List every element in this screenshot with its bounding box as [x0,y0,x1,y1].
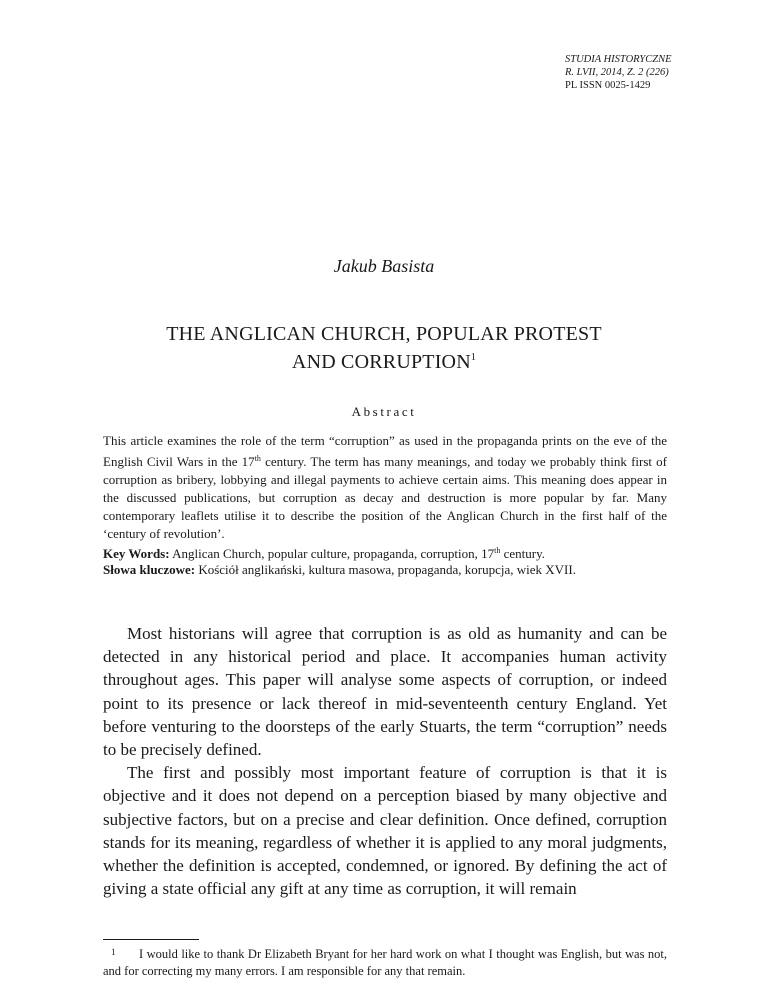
keywords-polish [103,561,667,579]
abstract-heading: Abstract [351,404,417,419]
keywords-pl-label: Słowa kluczowe: [103,562,196,577]
footnote-text: I would like to thank Dr Elizabeth Bryant for her hard work on what I thought was English, but was not, and for correcting my many errors. I am responsible for any that remain. [103,947,667,978]
article-title [0,322,768,374]
title-line-1: THE ANGLICAN CHURCH, POPULAR PROTEST [166,323,602,345]
author-name: Jakub Basista [333,256,435,276]
journal-header [565,53,672,92]
title-line-2 [0,346,768,374]
footnote-number: 1 [111,947,116,957]
keywords-text-b: century. [500,546,546,561]
body-paragraph-1: Most historians will agree that corruption is as old as humanity and can be detected in any historical period and place. It accompanies human activity throughout ages. This paper will analyse some aspects of corruption, or indeed point to its presence or lack thereof in mid-seventeenth century England. Yet before venturing to the doorsteps of the early Stuarts, the term “corruption” needs to be precisely defined. [103,624,667,760]
keywords-pl-text: Kościół anglikański, kultura masowa, propaganda, korupcja, wiek XVII. [195,562,576,577]
title-line-2-text: AND CORRUPTION [291,351,471,373]
title-footnote-mark: 1 [470,352,477,363]
journal-volume: R. LVII, 2014, Z. 2 (226) [565,67,669,78]
keywords-sup: th [494,546,501,555]
footnote [103,944,667,980]
journal-name: STUDIA HISTORYCZNE [565,54,672,65]
keywords-label: Key Words: [103,546,170,561]
body-paragraph-2: The first and possibly most important feature of corruption is that it is objective and it does not depend on a perception biased by many objective and subjective factors, but on a precise and clear definition. Once defined, corruption stands for its meaning, regardless of whether it is applied to any moral judgments, whether the definition is accepted, condemned, or ignored. By defining the act of giving a state official any gift at any time as corruption, it will remain [103,763,667,899]
article-body [103,622,667,900]
journal-issn: PL ISSN 0025-1429 [565,80,651,91]
abstract-body: This article examines the role of the term “corruption” as used in the propaganda prints on the eve of the English Civil Wars in the 17th century. The term has many meanings, and today we probably think first of corruption as bribery, lobbying and illegal payments to achieve certain aims. This meaning does appear in the discussed publications, but corruption as decay and destruction is more popular by far. Many contemporary leaflets utilise it to describe the position of the Anglican Church in the first half of the ‘century of revolution’. [103,433,667,541]
keywords-text-a: Anglican Church, popular culture, propaganda, corruption, 17 [169,546,495,561]
keywords-english [103,542,667,563]
abstract-text [103,432,667,543]
footnote-rule [103,939,199,940]
